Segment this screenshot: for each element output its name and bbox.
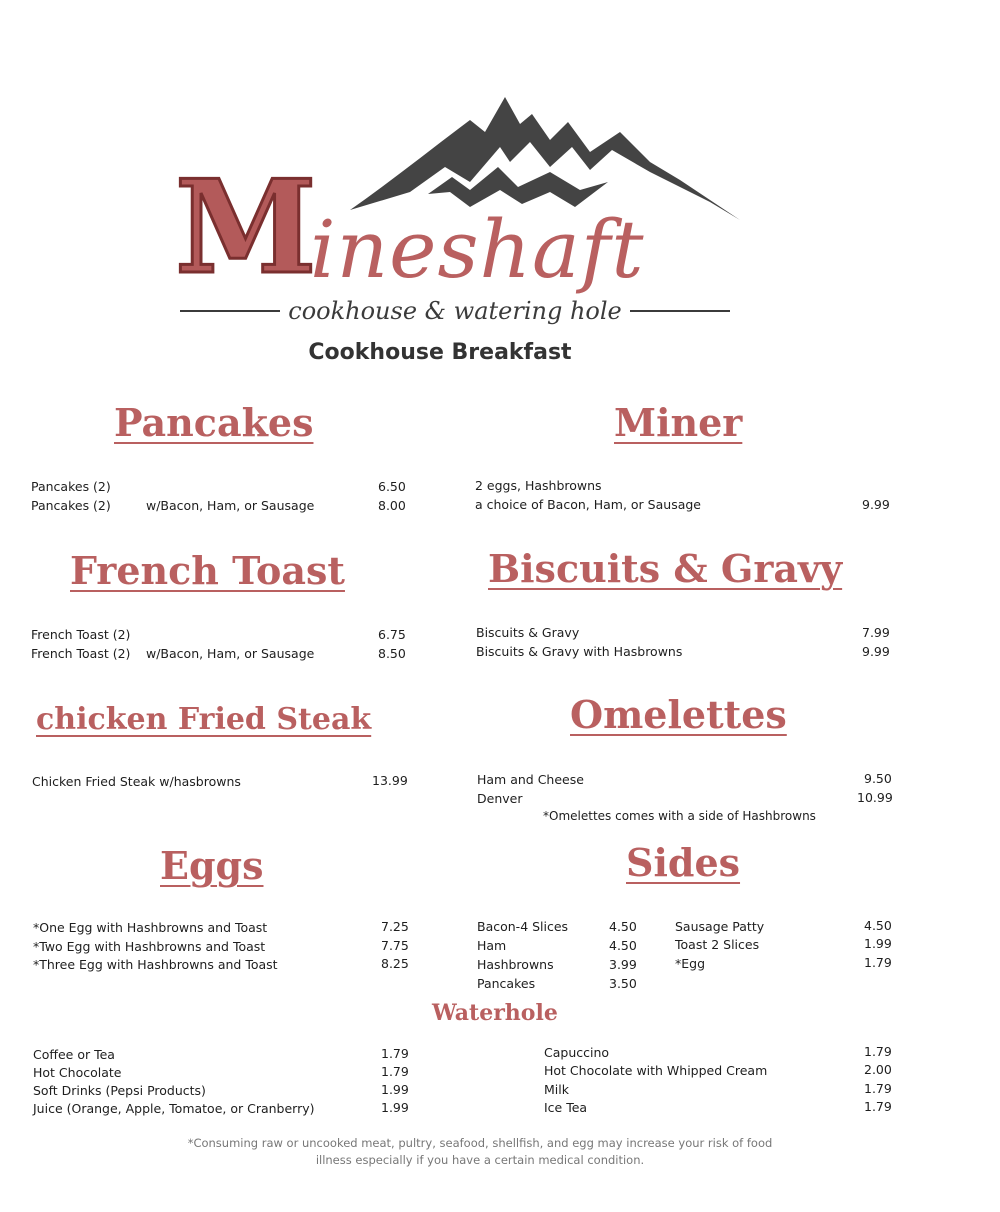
menu-item-detail: w/Bacon, Ham, or Sausage [146, 646, 315, 661]
menu-item-price: 8.00 [378, 498, 406, 513]
food-safety-disclaimer [170, 1135, 790, 1169]
menu-item-name: French Toast (2) [31, 627, 131, 642]
logo-tagline [180, 297, 730, 325]
side-item-name: Ham [477, 938, 507, 953]
section-title-biscuits-gravy: Biscuits & Gravy [488, 546, 843, 591]
drink-item-name: Soft Drinks (Pepsi Products) [33, 1083, 206, 1098]
side-item-name: Bacon-4 Slices [477, 919, 569, 934]
side-item-name: Sausage Patty [675, 919, 765, 934]
menu-item-price: 9.99 [862, 497, 890, 512]
logo-wordmark: ineshaft [310, 203, 645, 296]
drink-item-name: Ice Tea [544, 1100, 588, 1115]
disclaimer-line-1: *Consuming raw or uncooked meat, pultry, seafood, shellfish, and egg may increase your risk of food [187, 1136, 773, 1150]
side-item-price: 1.99 [864, 936, 892, 951]
menu-subtitle: Cookhouse Breakfast [308, 340, 572, 365]
menu-item-name: Biscuits & Gravy with Hasbrowns [476, 644, 683, 659]
side-item-price: 3.99 [609, 957, 637, 972]
menu-item-name: *One Egg with Hashbrowns and Toast [33, 920, 268, 935]
side-item-name: Hashbrowns [477, 957, 554, 972]
side-item-price: 3.50 [609, 976, 637, 991]
menu-item-price: 6.75 [378, 627, 406, 642]
menu-item-price: 8.50 [378, 646, 406, 661]
drink-item-name: Hot Chocolate [33, 1065, 122, 1080]
side-item-name: *Egg [675, 956, 706, 971]
drink-item-name: Milk [544, 1082, 569, 1097]
drink-item-name: Coffee or Tea [33, 1047, 115, 1062]
drink-item-name: Hot Chocolate with Whipped Cream [544, 1063, 768, 1078]
section-title-pancakes: Pancakes [114, 400, 314, 445]
miner-line-2: a choice of Bacon, Ham, or Sausage [475, 497, 701, 512]
logo-initial: M [175, 153, 315, 303]
side-item-name: Pancakes [477, 976, 536, 991]
section-title-chicken-fried-steak: chicken Fried Steak [36, 702, 372, 737]
menu-item-price: 9.99 [862, 644, 890, 659]
menu-item-price: 9.50 [864, 771, 892, 786]
drink-item-price: 1.79 [864, 1081, 892, 1096]
drink-item-price: 1.79 [864, 1099, 892, 1114]
side-item-price: 4.50 [609, 919, 637, 934]
section-title-miner: Miner [614, 400, 743, 445]
drink-item-price: 2.00 [864, 1062, 892, 1077]
disclaimer-line-2: illness especially if you have a certain medical condition. [315, 1153, 645, 1167]
menu-item-name: *Two Egg with Hashbrowns and Toast [33, 939, 266, 954]
section-title-waterhole: Waterhole [432, 1000, 558, 1026]
menu-item-detail: w/Bacon, Ham, or Sausage [146, 498, 315, 513]
drink-item-price: 1.79 [381, 1046, 409, 1061]
drink-item-name: Juice (Orange, Apple, Tomatoe, or Cranberry) [33, 1101, 315, 1116]
section-title-eggs: Eggs [160, 843, 264, 888]
side-item-price: 1.79 [864, 955, 892, 970]
side-item-name: Toast 2 Slices [675, 937, 760, 952]
tagline-rule-right [630, 310, 730, 312]
menu-item-name: Biscuits & Gravy [476, 625, 580, 640]
drink-item-price: 1.79 [381, 1064, 409, 1079]
menu-item-name: Denver [477, 791, 523, 806]
menu-item-name: Ham and Cheese [477, 772, 584, 787]
drink-item-price: 1.99 [381, 1082, 409, 1097]
section-title-sides: Sides [626, 840, 741, 885]
menu-item-price: 8.25 [381, 956, 409, 971]
drink-item-name: Capuccino [544, 1045, 610, 1060]
omelettes-note: *Omelettes comes with a side of Hashbrowns [543, 809, 816, 823]
drink-item-price: 1.99 [381, 1100, 409, 1115]
menu-item-name: *Three Egg with Hashbrowns and Toast [33, 957, 278, 972]
menu-item-price: 7.75 [381, 938, 409, 953]
tagline-rule-left [180, 310, 280, 312]
menu-item-price: 7.99 [862, 625, 890, 640]
menu-item-name: Pancakes (2) [31, 498, 111, 513]
side-item-price: 4.50 [609, 938, 637, 953]
menu-item-name: Chicken Fried Steak w/hasbrowns [32, 774, 241, 789]
drink-item-price: 1.79 [864, 1044, 892, 1059]
menu-item-name: French Toast (2) [31, 646, 131, 661]
miner-line-1: 2 eggs, Hashbrowns [475, 478, 602, 493]
menu-item-price: 10.99 [857, 790, 893, 805]
menu-item-price: 6.50 [378, 479, 406, 494]
section-title-omelettes: Omelettes [570, 692, 787, 737]
menu-item-price: 13.99 [372, 773, 408, 788]
menu-item-name: Pancakes (2) [31, 479, 111, 494]
side-item-price: 4.50 [864, 918, 892, 933]
section-title-french-toast: French Toast [70, 548, 345, 593]
menu-item-price: 7.25 [381, 919, 409, 934]
tagline-text: cookhouse & watering hole [288, 297, 622, 325]
